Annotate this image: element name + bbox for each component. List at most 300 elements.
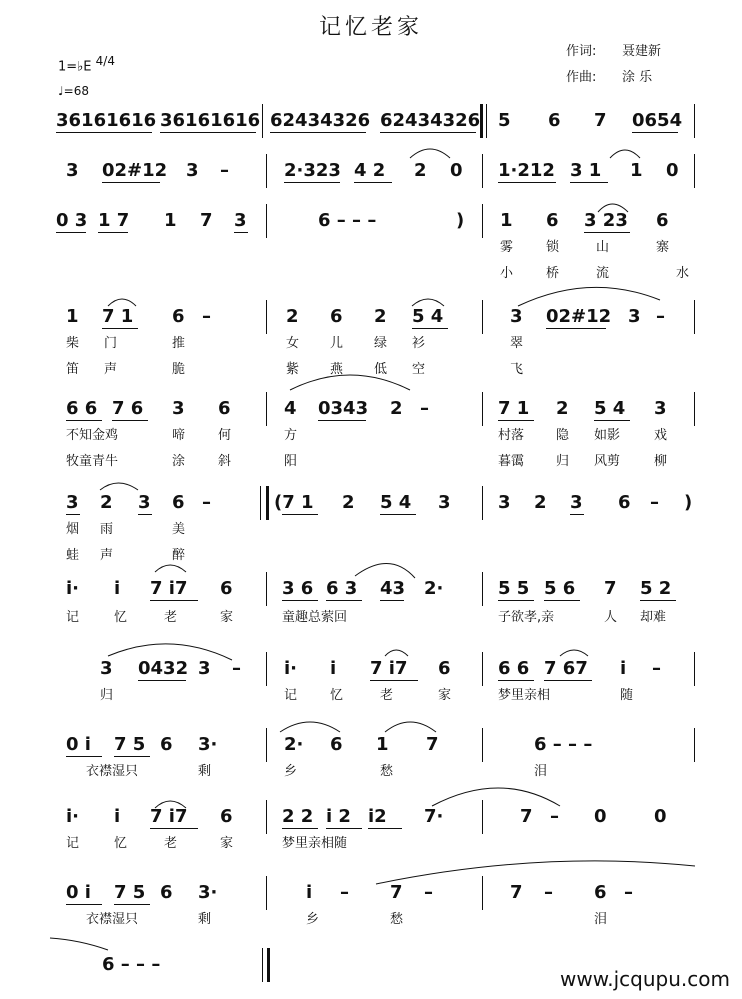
- barline: [694, 392, 695, 426]
- note-group: 36161616: [56, 110, 157, 131]
- slur-arc: [280, 722, 340, 732]
- note-group: 6: [594, 882, 607, 903]
- lyric-syllable: 忆: [114, 610, 128, 625]
- lyric-syllable: 门: [104, 336, 118, 351]
- barline: [694, 652, 695, 686]
- beam-line: [640, 600, 676, 601]
- beam-line: [150, 828, 198, 829]
- beam-line: [150, 600, 198, 601]
- lyric-syllable: 烟: [66, 522, 80, 537]
- barline: [266, 204, 267, 238]
- note-group: –: [202, 492, 211, 513]
- lyric-syllable: 儿: [330, 336, 344, 351]
- note-group: –: [650, 492, 659, 513]
- note-group: 02#12: [546, 306, 612, 327]
- repeat-barline: [266, 486, 269, 520]
- beam-line: [570, 514, 584, 515]
- note-group: 7 6: [112, 398, 144, 419]
- note-group: –: [624, 882, 633, 903]
- lyric-syllable: 记: [284, 688, 298, 703]
- note-group: 7: [200, 210, 213, 231]
- lyric-syllable: 推: [172, 336, 186, 351]
- barline: [482, 300, 483, 334]
- lyric-syllable: 随: [620, 688, 634, 703]
- note-group: 2: [286, 306, 299, 327]
- note-group: 43: [380, 578, 406, 599]
- note-group: 3: [628, 306, 641, 327]
- note-group: 2: [100, 492, 113, 513]
- note-group: 0: [450, 160, 463, 181]
- note-group: 7 i7: [150, 806, 188, 827]
- note-group: 7 67: [544, 658, 588, 679]
- beam-line: [544, 600, 580, 601]
- note-group: 6: [172, 492, 185, 513]
- lyric-syllable: 牧童青牛: [66, 454, 119, 469]
- lyric-syllable: 风剪: [594, 454, 621, 469]
- beam-line: [282, 828, 318, 829]
- final-barline: [267, 948, 270, 982]
- note-group: i·: [66, 806, 80, 827]
- barline: [266, 876, 267, 910]
- lyric-syllable: 泪: [594, 912, 608, 927]
- note-group: 3: [654, 398, 667, 419]
- barline: [482, 876, 483, 910]
- beam-line: [114, 904, 150, 905]
- note-group: 5 4: [380, 492, 412, 513]
- note-group: 6: [656, 210, 669, 231]
- lyric-syllable: 山: [596, 240, 610, 255]
- note-group: 1·212: [498, 160, 555, 181]
- note-group: 02#12: [102, 160, 168, 181]
- note-group: 6 – – –: [318, 210, 377, 231]
- note-group: 2: [556, 398, 569, 419]
- note-group: 1 7: [98, 210, 130, 231]
- barline: [266, 652, 267, 686]
- lyric-syllable: 柳: [654, 454, 668, 469]
- note-group: 3: [100, 658, 113, 679]
- beam-line: [284, 182, 340, 183]
- note-group: 3: [66, 160, 79, 181]
- note-group: –: [202, 306, 211, 327]
- slur-arc: [610, 150, 640, 158]
- beam-line: [138, 514, 152, 515]
- barline: [482, 154, 483, 188]
- barline: [482, 392, 483, 426]
- beam-line: [318, 420, 366, 421]
- note-group: 3·: [198, 882, 218, 903]
- lyric-syllable: 老: [164, 836, 178, 851]
- barline: [694, 154, 695, 188]
- barline: [266, 728, 267, 762]
- note-group: 3 23: [584, 210, 628, 231]
- lyric-syllable: 愁: [390, 912, 404, 927]
- note-group: 7 5: [114, 734, 146, 755]
- beam-line: [570, 182, 608, 183]
- barline: [694, 104, 695, 138]
- lyric-syllable: 流: [596, 266, 610, 281]
- lyric-syllable: 泪: [534, 764, 548, 779]
- note-group: 0654: [632, 110, 683, 131]
- note-group: 1: [630, 160, 643, 181]
- note-group: i: [306, 882, 313, 903]
- lyric-syllable: 女: [286, 336, 300, 351]
- note-group: i: [330, 658, 337, 679]
- lyric-syllable: 剩: [198, 764, 212, 779]
- note-group: –: [652, 658, 661, 679]
- beam-line: [380, 600, 404, 601]
- lyric-syllable: 雾: [500, 240, 514, 255]
- note-group: 6: [438, 658, 451, 679]
- lyric-syllable: 不知金鸡: [66, 428, 119, 443]
- tempo-marking: ♩=68: [58, 84, 89, 98]
- composer-name: 涂 乐: [622, 70, 653, 85]
- note-group: 0: [666, 160, 679, 181]
- beam-line: [354, 182, 392, 183]
- lyric-syllable: 翠: [510, 336, 524, 351]
- slur-arc: [155, 565, 186, 572]
- beam-line: [498, 680, 534, 681]
- lyric-syllable: 暮霭: [498, 454, 525, 469]
- lyric-syllable: 涂: [172, 454, 186, 469]
- barline: [266, 572, 267, 606]
- beam-line: [270, 132, 366, 133]
- beam-line: [326, 600, 362, 601]
- barline: [262, 104, 263, 138]
- lyric-syllable: 桥: [546, 266, 560, 281]
- barline: [266, 300, 267, 334]
- beam-line: [594, 420, 630, 421]
- note-group: 2: [342, 492, 355, 513]
- note-group: 3: [186, 160, 199, 181]
- slur-arc: [355, 563, 415, 578]
- beam-line: [584, 232, 630, 233]
- note-group: 2: [414, 160, 427, 181]
- note-group: 7: [426, 734, 439, 755]
- lyric-syllable: 乡: [306, 912, 320, 927]
- lyric-syllable: 燕: [330, 362, 344, 377]
- beam-line: [160, 132, 256, 133]
- key-signature-text: 1=♭E: [58, 59, 92, 75]
- time-signature: 4/4: [95, 54, 115, 68]
- note-group: 4: [284, 398, 297, 419]
- lyric-syllable: 声: [100, 548, 114, 563]
- note-group: 1: [376, 734, 389, 755]
- note-group: i 2: [326, 806, 351, 827]
- lyric-syllable: 蛙: [66, 548, 80, 563]
- lyric-syllable: 乡: [284, 764, 298, 779]
- beam-line: [112, 420, 148, 421]
- note-group: 3: [172, 398, 185, 419]
- lyric-syllable: 笛: [66, 362, 80, 377]
- lyric-syllable: 小: [500, 266, 514, 281]
- note-group: 6: [548, 110, 561, 131]
- note-group: –: [424, 882, 433, 903]
- note-group: 7: [390, 882, 403, 903]
- beam-line: [66, 514, 80, 515]
- lyric-syllable: 人: [604, 610, 618, 625]
- lyric-syllable: 阳: [284, 454, 298, 469]
- note-group: 7: [510, 882, 523, 903]
- note-group: 2·: [284, 734, 304, 755]
- note-group: 6: [220, 578, 233, 599]
- note-group: 3 6: [282, 578, 314, 599]
- lyric-syllable: 斜: [218, 454, 232, 469]
- lyric-syllable: 戏: [654, 428, 668, 443]
- note-group: 6 – – –: [534, 734, 593, 755]
- beam-line: [66, 904, 102, 905]
- note-group: –: [220, 160, 229, 181]
- lyric-syllable: 寨: [656, 240, 670, 255]
- note-group: 6 6: [498, 658, 530, 679]
- note-group: 7 5: [114, 882, 146, 903]
- lyric-syllable: 老: [164, 610, 178, 625]
- note-group: 1: [500, 210, 513, 231]
- lyric-syllable: 童趣总萦回: [282, 610, 348, 625]
- note-group: i2: [368, 806, 387, 827]
- lyric-syllable: 啼: [172, 428, 186, 443]
- note-group: 36161616: [160, 110, 261, 131]
- note-group: 5 2: [640, 578, 672, 599]
- slur-arc: [385, 722, 436, 732]
- beam-line: [380, 132, 476, 133]
- note-group: 6 6: [66, 398, 98, 419]
- note-group: –: [544, 882, 553, 903]
- lyric-syllable: 村落: [498, 428, 525, 443]
- note-group: 0343: [318, 398, 369, 419]
- beam-line: [326, 828, 362, 829]
- note-group: (7 1: [274, 492, 314, 513]
- note-group: 3·: [198, 734, 218, 755]
- lyric-syllable: 衣襟湿只: [86, 912, 139, 927]
- note-group: 3: [138, 492, 151, 513]
- note-group: 3: [510, 306, 523, 327]
- slur-arc: [518, 287, 660, 306]
- lyric-syllable: 醉: [172, 548, 186, 563]
- note-group: 5 6: [544, 578, 576, 599]
- slur-arc: [385, 650, 408, 656]
- beam-line: [66, 756, 102, 757]
- note-group: 7: [604, 578, 617, 599]
- note-group: –: [232, 658, 241, 679]
- note-group: 0: [594, 806, 607, 827]
- lyric-syllable: 归: [100, 688, 114, 703]
- beam-line: [498, 182, 556, 183]
- note-group: i: [620, 658, 627, 679]
- beam-line: [234, 232, 248, 233]
- beam-line: [368, 828, 402, 829]
- lyric-syllable: 柴: [66, 336, 80, 351]
- note-group: –: [550, 806, 559, 827]
- lyric-syllable: 梦里亲相随: [282, 836, 348, 851]
- note-group: i·: [66, 578, 80, 599]
- beam-line: [282, 514, 318, 515]
- note-group: 0 i: [66, 882, 91, 903]
- note-group: 3: [498, 492, 511, 513]
- beam-line: [56, 232, 86, 233]
- lyric-syllable: 美: [172, 522, 186, 537]
- note-group: 6: [546, 210, 559, 231]
- lyric-syllable: 归: [556, 454, 570, 469]
- lyric-syllable: 家: [438, 688, 452, 703]
- lyric-syllable: 绿: [374, 336, 388, 351]
- lyricist-label: 作词:: [566, 44, 597, 59]
- note-group: 3 1: [570, 160, 602, 181]
- lyric-syllable: 低: [374, 362, 388, 377]
- slur-arc: [376, 861, 695, 884]
- beam-line: [56, 132, 152, 133]
- note-group: 2: [374, 306, 387, 327]
- barline: [266, 392, 267, 426]
- slur-arc: [410, 149, 450, 158]
- beam-line: [370, 680, 418, 681]
- beam-line: [632, 132, 678, 133]
- note-group: 2: [534, 492, 547, 513]
- note-group: 6 – – –: [102, 954, 161, 975]
- note-group: i·: [284, 658, 298, 679]
- note-group: 2: [390, 398, 403, 419]
- barline: [266, 154, 267, 188]
- note-group: 6: [172, 306, 185, 327]
- note-group: 6: [330, 734, 343, 755]
- lyric-syllable: 飞: [510, 362, 524, 377]
- repeat-barline: [480, 104, 483, 138]
- barline: [694, 300, 695, 334]
- beam-line: [98, 232, 128, 233]
- note-group: ): [684, 492, 693, 513]
- lyric-syllable: 愁: [380, 764, 394, 779]
- beam-line: [114, 756, 150, 757]
- note-group: 62434326: [270, 110, 371, 131]
- barline: [482, 728, 483, 762]
- lyric-syllable: 家: [220, 610, 234, 625]
- note-group: 2 2: [282, 806, 314, 827]
- note-group: 1: [164, 210, 177, 231]
- note-group: 3: [66, 492, 79, 513]
- beam-line: [102, 182, 160, 183]
- beam-line: [138, 680, 186, 681]
- lyric-syllable: 梦里亲相: [498, 688, 551, 703]
- lyric-syllable: 剩: [198, 912, 212, 927]
- note-group: 0: [654, 806, 667, 827]
- beam-line: [544, 680, 592, 681]
- barline: [266, 800, 267, 834]
- lyric-syllable: 锁: [546, 240, 560, 255]
- note-group: i: [114, 578, 121, 599]
- lyric-syllable: 何: [218, 428, 232, 443]
- lyric-syllable: 声: [104, 362, 118, 377]
- composer-label: 作曲:: [566, 70, 597, 85]
- lyric-syllable: 隐: [556, 428, 570, 443]
- note-group: 7 i7: [370, 658, 408, 679]
- note-group: 4 2: [354, 160, 386, 181]
- site-watermark: www.jcqupu.com: [560, 967, 730, 991]
- lyric-syllable: 水: [676, 266, 690, 281]
- lyric-syllable: 记: [66, 610, 80, 625]
- note-group: ): [456, 210, 465, 231]
- slur-arc: [290, 375, 410, 390]
- lyric-syllable: 空: [412, 362, 426, 377]
- beam-line: [102, 328, 138, 329]
- note-group: 3: [234, 210, 247, 231]
- note-group: 5 5: [498, 578, 530, 599]
- note-group: 7: [594, 110, 607, 131]
- note-group: 0 3: [56, 210, 88, 231]
- note-group: 2·323: [284, 160, 341, 181]
- slur-arc: [50, 938, 108, 950]
- lyric-syllable: 家: [220, 836, 234, 851]
- note-group: 6: [220, 806, 233, 827]
- note-group: 6: [218, 398, 231, 419]
- note-group: 3: [198, 658, 211, 679]
- beam-line: [412, 328, 448, 329]
- note-group: –: [420, 398, 429, 419]
- slur-arc: [108, 299, 136, 306]
- lyric-syllable: 老: [380, 688, 394, 703]
- note-group: 0 i: [66, 734, 91, 755]
- note-group: 62434326: [380, 110, 481, 131]
- lyric-syllable: 忆: [114, 836, 128, 851]
- lyric-syllable: 雨: [100, 522, 114, 537]
- note-group: 2·: [424, 578, 444, 599]
- lyric-syllable: 衣襟湿只: [86, 764, 139, 779]
- note-group: 7 1: [498, 398, 530, 419]
- score-title: 记忆老家: [318, 15, 423, 40]
- note-group: –: [340, 882, 349, 903]
- lyric-syllable: 子欲孝,亲: [498, 610, 555, 625]
- barline: [482, 572, 483, 606]
- barline: [482, 800, 483, 834]
- beam-line: [546, 328, 606, 329]
- note-group: 5: [498, 110, 511, 131]
- note-group: 3: [570, 492, 583, 513]
- barline: [482, 486, 483, 520]
- slur-arc: [100, 483, 138, 490]
- note-group: 6: [160, 734, 173, 755]
- note-group: 5 4: [412, 306, 444, 327]
- slur-arc: [432, 788, 560, 806]
- note-group: 5 4: [594, 398, 626, 419]
- note-group: –: [656, 306, 665, 327]
- note-group: 1: [66, 306, 79, 327]
- note-group: 3: [438, 492, 451, 513]
- note-group: 6: [618, 492, 631, 513]
- lyric-syllable: 衫: [412, 336, 426, 351]
- barline: [262, 948, 263, 982]
- note-group: 7·: [424, 806, 444, 827]
- lyric-syllable: 忆: [330, 688, 344, 703]
- note-group: 7 1: [102, 306, 134, 327]
- note-group: 7: [520, 806, 533, 827]
- beam-line: [66, 420, 102, 421]
- lyric-syllable: 紫: [286, 362, 300, 377]
- note-group: 6 3: [326, 578, 358, 599]
- barline: [482, 204, 483, 238]
- note-group: 6: [330, 306, 343, 327]
- beam-line: [498, 600, 534, 601]
- lyric-syllable: 却难: [640, 610, 667, 625]
- beam-line: [380, 514, 416, 515]
- slur-arc: [412, 299, 444, 306]
- lyric-syllable: 记: [66, 836, 80, 851]
- beam-line: [282, 600, 318, 601]
- barline: [482, 652, 483, 686]
- lyricist-name: 聂建新: [622, 44, 662, 59]
- note-group: 0432: [138, 658, 189, 679]
- lyric-syllable: 脆: [172, 362, 186, 377]
- barline: [486, 104, 487, 138]
- note-group: 7 i7: [150, 578, 188, 599]
- beam-line: [498, 420, 534, 421]
